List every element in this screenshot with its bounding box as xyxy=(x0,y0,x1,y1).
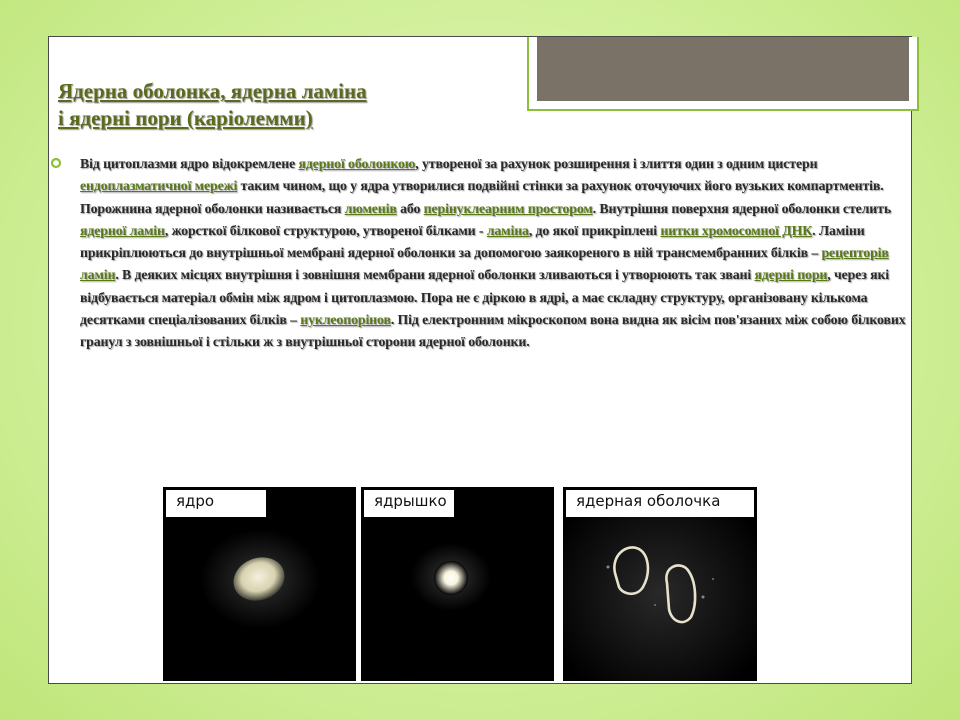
panel-label: ядрышко xyxy=(364,490,454,517)
term-link[interactable]: ядерні пори xyxy=(754,267,828,283)
decorative-photo xyxy=(537,37,909,101)
paragraph-text: . Ламіни прикріплюються до внутрішньої мембрані ядерної оболонки за допомогою заякореного в ній трансмембранних білків – xyxy=(80,222,865,261)
paragraph-text: . В деяких місцях внутрішня і зовнішня мембрани ядерної оболонки зливаються і утворюють так звані xyxy=(115,267,755,283)
paragraph-text: . Під електронним мікроскопом вона видна як вісім пов'язаних між собою білкових гранул з зовнішньої і стільки ж з внутрішньої сторони ядерної оболонки. xyxy=(80,312,906,350)
paragraph-text: , утвореної за рахунок розширення і злиття один з одним цистерн xyxy=(415,156,818,171)
paragraph-text: Від цитоплазми ядро відокремлене xyxy=(80,156,299,171)
decorative-photo-frame xyxy=(527,37,919,111)
title-line-2: і ядерні пори (каріолемми) xyxy=(58,106,313,130)
microscopy-figure xyxy=(163,487,757,681)
body-paragraph xyxy=(80,153,918,354)
term-link[interactable]: ендоплазматичної мережі xyxy=(80,178,238,194)
paragraph-text: таким чином, що у ядра утворилися подвійні стінки за рахунок оточуючих його вузьких компартментів. Порожнина ядерної оболонки називається xyxy=(80,178,884,216)
panel-label: ядерная оболочка xyxy=(566,490,754,517)
paragraph-text: , жорсткої білкової структурою, утвореної білками - xyxy=(164,222,487,238)
panel-label: ядро xyxy=(166,490,266,517)
bullet-icon xyxy=(50,157,62,169)
term-link[interactable]: ламіна xyxy=(486,222,529,238)
panel-nuclear-envelope xyxy=(563,487,757,681)
slide-title xyxy=(58,78,478,132)
paragraph-text: . Внутрішня поверхня ядерної оболонки стелить xyxy=(592,200,892,216)
term-link[interactable]: нитки хромосомної ДНК xyxy=(660,222,813,238)
term-link[interactable]: перінуклеарним простором xyxy=(423,200,593,216)
term-link[interactable]: рецепторів ламін xyxy=(80,245,889,283)
panel-nucleolus xyxy=(361,487,554,681)
paragraph-text: або xyxy=(396,200,424,216)
term-link[interactable]: нуклеопорінов xyxy=(300,312,391,328)
title-line-1: Ядерна оболонка, ядерна ламіна xyxy=(58,79,367,103)
term-link[interactable]: ядерної ламін xyxy=(80,222,165,238)
term-link[interactable]: люменів xyxy=(344,200,397,216)
term-link[interactable]: ядерної оболонкою xyxy=(298,156,416,171)
panel-nucleus xyxy=(163,487,356,681)
paragraph-text: , через які відбувається матеріал обмін між ядром і цитоплазмою. Пора не є діркою в ядрі, а має складну структуру, організовану кількома десятками спеціалізованих білків – xyxy=(80,267,890,328)
paragraph-text: , до якої прикріплені xyxy=(528,222,661,238)
